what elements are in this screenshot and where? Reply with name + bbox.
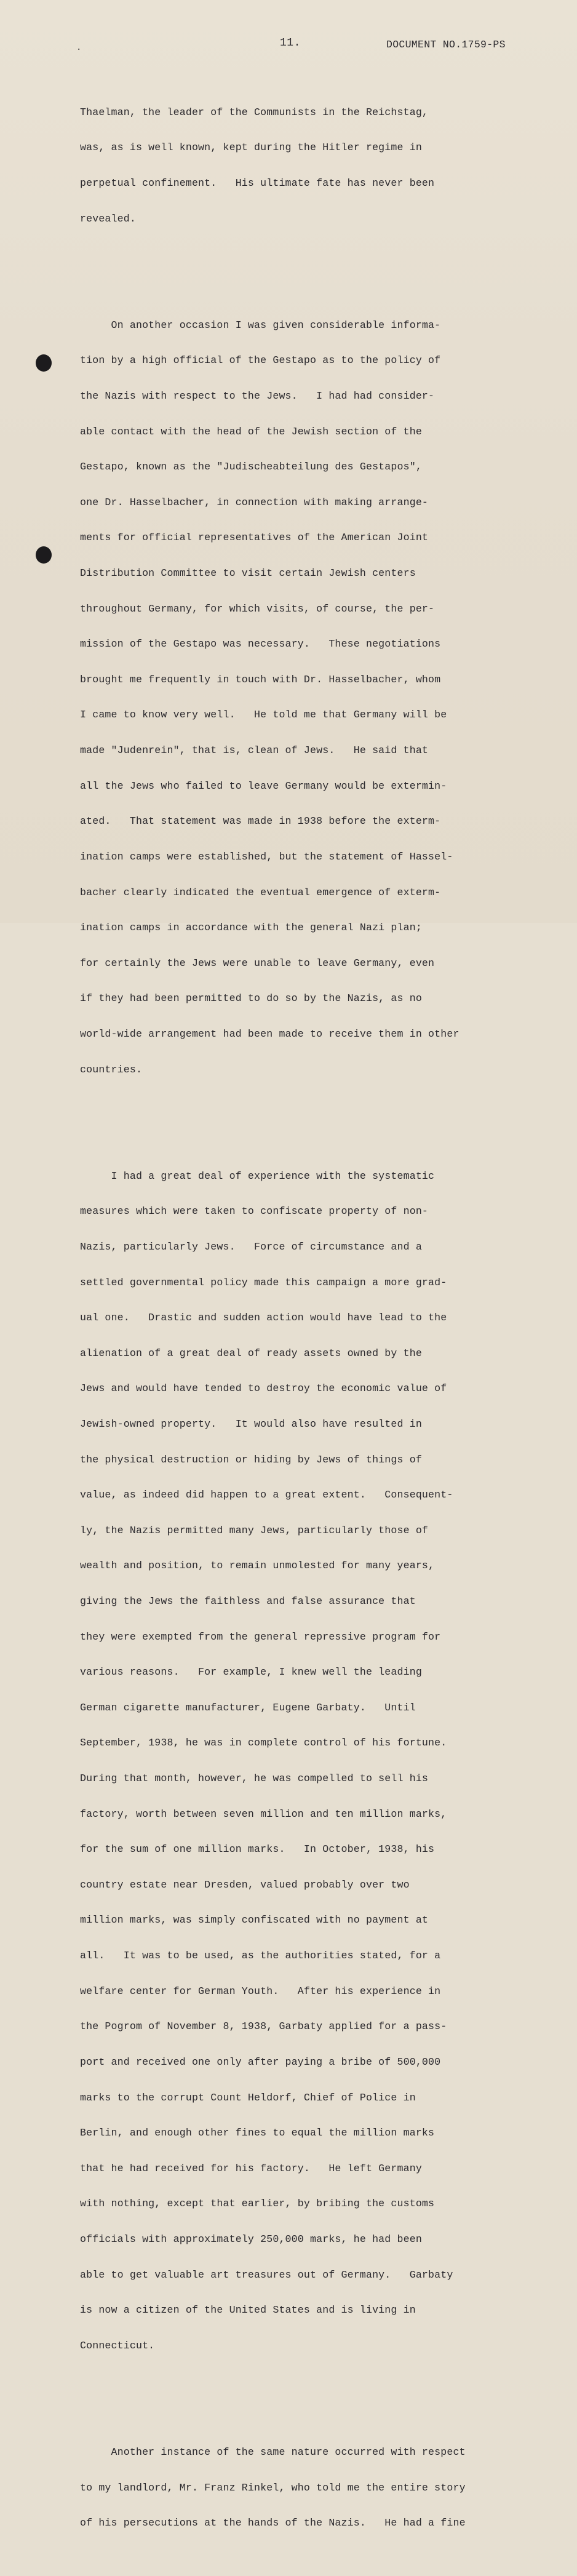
text-line: Jewish-owned property. It would also have resulted in xyxy=(80,1418,422,1430)
document-number: DOCUMENT NO.1759-PS xyxy=(386,39,506,50)
text-line: if they had been permitted to do so by the Nazis, as no xyxy=(80,992,422,1005)
text-line: million marks, was simply confiscated with no payment at xyxy=(80,1914,429,1926)
text-line: factory, worth between seven million and ten million marks, xyxy=(80,1808,447,1820)
paragraph-3 xyxy=(80,1146,529,2375)
text-line: perpetual confinement. His ultimate fate has never been xyxy=(80,177,435,189)
text-line: world-wide arrangement had been made to receive them in other xyxy=(80,1027,460,1040)
text-line: settled governmental policy made this campaign a more grad- xyxy=(80,1276,447,1288)
text-line: I had a great deal of experience with the systematic xyxy=(80,1170,435,1182)
text-line: welfare center for German Youth. After his experience in xyxy=(80,1985,441,1997)
text-line: ination camps in accordance with the general Nazi plan; xyxy=(80,922,422,934)
text-line: country estate near Dresden, valued probably over two xyxy=(80,1878,410,1891)
text-line: ments for official representatives of the American Joint xyxy=(80,532,429,544)
text-line: mission of the Gestapo was necessary. These negotiations xyxy=(80,638,441,650)
text-line: Thaelman, the leader of the Communists in the Reichstag, xyxy=(80,106,429,118)
text-line: Another instance of the same nature occurred with respect xyxy=(80,2446,466,2458)
text-line: marks to the corrupt Count Heldorf, Chief of Police in xyxy=(80,2091,416,2103)
text-line: Nazis, particularly Jews. Force of circumstance and a xyxy=(80,1240,422,1253)
text-line: officials with approximately 250,000 marks, he had been xyxy=(80,2233,422,2245)
text-line: giving the Jews the faithless and false assurance that xyxy=(80,1595,416,1607)
text-line: wealth and position, to remain unmolested for many years, xyxy=(80,1560,435,1572)
text-line: value, as indeed did happen to a great extent. Consequent- xyxy=(80,1489,453,1501)
text-line: all. It was to be used, as the authorities stated, for a xyxy=(80,1950,441,1962)
paragraph-2 xyxy=(80,295,529,1099)
text-line: Jews and would have tended to destroy the economic value of xyxy=(80,1382,447,1395)
text-line: September, 1938, he was in complete control of his fortune. xyxy=(80,1737,447,1749)
text-line: Gestapo, known as the "Judischeabteilung des Gestapos", xyxy=(80,461,422,473)
paragraph-1 xyxy=(80,82,529,248)
text-line: able to get valuable art treasures out of Germany. Garbaty xyxy=(80,2268,453,2281)
text-line: ated. That statement was made in 1938 before the exterm- xyxy=(80,815,441,827)
text-line: I came to know very well. He told me that Germany will be xyxy=(80,709,447,721)
punch-hole xyxy=(36,546,52,564)
text-line: ination camps were established, but the statement of Hassel- xyxy=(80,850,453,863)
text-line: alienation of a great deal of ready assets owned by the xyxy=(80,1347,422,1359)
text-line: measures which were taken to confiscate property of non- xyxy=(80,1205,429,1218)
text-line: Distribution Committee to visit certain Jewish centers xyxy=(80,567,416,580)
text-line: to my landlord, Mr. Franz Rinkel, who told me the entire story xyxy=(80,2481,466,2494)
text-line: ly, the Nazis permitted many Jews, particularly those of xyxy=(80,1524,429,1536)
text-line: made "Judenrein", that is, clean of Jews. He said that xyxy=(80,744,429,757)
text-line: all the Jews who failed to leave Germany would be extermin- xyxy=(80,780,447,792)
text-line: ual one. Drastic and sudden action would have lead to the xyxy=(80,1312,447,1324)
text-line: the Nazis with respect to the Jews. I had had consider- xyxy=(80,389,435,402)
punch-hole xyxy=(36,354,52,372)
text-line: of his persecutions at the hands of the Nazis. He had a fine xyxy=(80,2517,466,2529)
text-line: the Pogrom of November 8, 1938, Garbaty applied for a pass- xyxy=(80,2020,447,2033)
text-line: Connecticut. xyxy=(80,2339,155,2351)
text-line: German cigarette manufacturer, Eugene Garbaty. Until xyxy=(80,1701,416,1713)
margin-mark: . xyxy=(76,43,82,53)
text-line: for certainly the Jews were unable to leave Germany, even xyxy=(80,957,435,969)
text-line: is now a citizen of the United States and is living in xyxy=(80,2304,416,2316)
text-line: they were exempted from the general repressive program for xyxy=(80,1630,441,1643)
text-line: for the sum of one million marks. In October, 1938, his xyxy=(80,1843,435,1856)
text-line: that he had received for his factory. He left Germany xyxy=(80,2162,422,2174)
text-line: tion by a high official of the Gestapo as to the policy of xyxy=(80,354,441,367)
text-line: was, as is well known, kept during the Hitler regime in xyxy=(80,142,422,154)
text-line: During that month, however, he was compelled to sell his xyxy=(80,1772,429,1785)
page-number: 11. xyxy=(280,37,301,49)
text-line: brought me frequently in touch with Dr. Hasselbacher, whom xyxy=(80,673,441,685)
text-line: Berlin, and enough other fines to equal the million marks xyxy=(80,2127,435,2139)
text-line: bacher clearly indicated the eventual emergence of exterm- xyxy=(80,886,441,898)
text-line: countries. xyxy=(80,1063,143,1075)
text-line: various reasons. For example, I knew well the leading xyxy=(80,1666,422,1678)
document-body xyxy=(80,59,529,2576)
text-line: On another occasion I was given considerable informa- xyxy=(80,319,441,331)
text-line: throughout Germany, for which visits, of course, the per- xyxy=(80,602,435,615)
text-line: with nothing, except that earlier, by bribing the customs xyxy=(80,2198,435,2210)
text-line: one Dr. Hasselbacher, in connection with making arrange- xyxy=(80,496,429,508)
text-line: the physical destruction or hiding by Jews of things of xyxy=(80,1453,422,1465)
text-line: revealed. xyxy=(80,212,136,225)
text-line: able contact with the head of the Jewish section of the xyxy=(80,425,422,437)
paragraph-4 xyxy=(80,2423,529,2553)
text-line: port and received one only after paying a bribe of 500,000 xyxy=(80,2056,441,2068)
